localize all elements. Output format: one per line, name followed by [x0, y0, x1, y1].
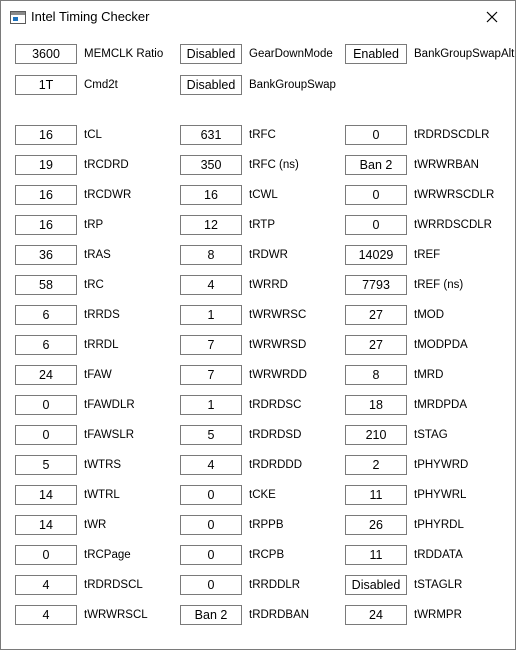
- twrrdscdlr-value-field[interactable]: 0: [345, 215, 407, 235]
- twrwrban-label: tWRWRBAN: [414, 159, 479, 171]
- twrmpr-label: tWRMPR: [414, 609, 462, 621]
- tmrdpda-label: tMRDPDA: [414, 399, 468, 411]
- trdrdsd-value-field[interactable]: 5: [180, 425, 242, 445]
- tfaw-value-field[interactable]: 24: [15, 365, 77, 385]
- twrrdscdlr-label: tWRRDSCDLR: [414, 219, 492, 231]
- trcpage-label: tRCPage: [84, 549, 131, 561]
- tfaw-label: tFAW: [84, 369, 112, 381]
- trdwr-label: tRDWR: [249, 249, 288, 261]
- twrrd-value-field[interactable]: 4: [180, 275, 242, 295]
- memclk-ratio-label: MEMCLK Ratio: [84, 48, 164, 60]
- trc-label: tRC: [84, 279, 104, 291]
- twrwrscl-value-field[interactable]: 4: [15, 605, 77, 625]
- tcl-label: tCL: [84, 129, 102, 141]
- trtp-value-field[interactable]: 12: [180, 215, 242, 235]
- tcwl-value-field[interactable]: 16: [180, 185, 242, 205]
- trdrdscl-value-field[interactable]: 4: [15, 575, 77, 595]
- trdrdban-value-field[interactable]: Ban 2: [180, 605, 242, 625]
- tstag-value-field[interactable]: 210: [345, 425, 407, 445]
- tmodpda-value-field[interactable]: 27: [345, 335, 407, 355]
- tmod-value-field[interactable]: 27: [345, 305, 407, 325]
- trcpage-value-field[interactable]: 0: [15, 545, 77, 565]
- trdrdscdlr-value-field[interactable]: 0: [345, 125, 407, 145]
- tfawslr-label: tFAWSLR: [84, 429, 135, 441]
- tras-value-field[interactable]: 36: [15, 245, 77, 265]
- twtrs-label: tWTRS: [84, 459, 122, 471]
- bankgroupswapalt-label: BankGroupSwapAlt: [414, 48, 515, 60]
- tfawdlr-label: tFAWDLR: [84, 399, 135, 411]
- trp-value-field[interactable]: 16: [15, 215, 77, 235]
- twrwrdd-label: tWRWRDD: [249, 369, 307, 381]
- twtrs-value-field[interactable]: 5: [15, 455, 77, 475]
- trdrddd-label: tRDRDDD: [249, 459, 303, 471]
- twrwrscdlr-label: tWRWRSCDLR: [414, 189, 495, 201]
- trcdwr-value-field[interactable]: 16: [15, 185, 77, 205]
- trcdrd-label: tRCDRD: [84, 159, 129, 171]
- tmod-label: tMOD: [414, 309, 445, 321]
- trrddlr-label: tRRDDLR: [249, 579, 301, 591]
- trdrddd-value-field[interactable]: 4: [180, 455, 242, 475]
- cmd2t-value-field[interactable]: 1T: [15, 75, 77, 95]
- twrwrscdlr-value-field[interactable]: 0: [345, 185, 407, 205]
- tcke-value-field[interactable]: 0: [180, 485, 242, 505]
- trdrdscl-label: tRDRDSCL: [84, 579, 143, 591]
- trrdl-label: tRRDL: [84, 339, 119, 351]
- close-button[interactable]: [469, 1, 515, 33]
- twrwrsc-label: tWRWRSC: [249, 309, 307, 321]
- trfc-ns-label: tRFC (ns): [249, 159, 299, 171]
- twrwrsc-value-field[interactable]: 1: [180, 305, 242, 325]
- tphywrd-label: tPHYWRD: [414, 459, 469, 471]
- trp-label: tRP: [84, 219, 104, 231]
- twr-value-field[interactable]: 14: [15, 515, 77, 535]
- trddata-value-field[interactable]: 11: [345, 545, 407, 565]
- trppb-value-field[interactable]: 0: [180, 515, 242, 535]
- bankgroupswap-label: BankGroupSwap: [249, 79, 336, 91]
- twrwrdd-value-field[interactable]: 7: [180, 365, 242, 385]
- trppb-label: tRPPB: [249, 519, 284, 531]
- trcpb-value-field[interactable]: 0: [180, 545, 242, 565]
- cmd2t-label: Cmd2t: [84, 79, 118, 91]
- tref-label: tREF: [414, 249, 441, 261]
- trrddlr-value-field[interactable]: 0: [180, 575, 242, 595]
- geardownmode-label: GearDownMode: [249, 48, 333, 60]
- twrwrscl-label: tWRWRSCL: [84, 609, 148, 621]
- tfawslr-value-field[interactable]: 0: [15, 425, 77, 445]
- twtrl-value-field[interactable]: 14: [15, 485, 77, 505]
- twrrd-label: tWRRD: [249, 279, 288, 291]
- trcdwr-label: tRCDWR: [84, 189, 132, 201]
- tphyrdl-label: tPHYRDL: [414, 519, 464, 531]
- bankgroupswapalt-value-field[interactable]: Enabled: [345, 44, 407, 64]
- trfc-ns-value-field[interactable]: 350: [180, 155, 242, 175]
- trdrdsd-label: tRDRDSD: [249, 429, 302, 441]
- tfawdlr-value-field[interactable]: 0: [15, 395, 77, 415]
- twrmpr-value-field[interactable]: 24: [345, 605, 407, 625]
- trrds-value-field[interactable]: 6: [15, 305, 77, 325]
- close-icon: [486, 11, 498, 23]
- memclk-ratio-value-field[interactable]: 3600: [15, 44, 77, 64]
- twrwrsd-value-field[interactable]: 7: [180, 335, 242, 355]
- tstag-label: tSTAG: [414, 429, 448, 441]
- tcl-value-field[interactable]: 16: [15, 125, 77, 145]
- trcdrd-value-field[interactable]: 19: [15, 155, 77, 175]
- tphywrd-value-field[interactable]: 2: [345, 455, 407, 475]
- trdrdsc-value-field[interactable]: 1: [180, 395, 242, 415]
- title-bar[interactable]: [1, 1, 515, 33]
- tcke-label: tCKE: [249, 489, 276, 501]
- tstaglr-value-field[interactable]: Disabled: [345, 575, 407, 595]
- trcpb-label: tRCPB: [249, 549, 285, 561]
- trrds-label: tRRDS: [84, 309, 120, 321]
- twr-label: tWR: [84, 519, 107, 531]
- tstaglr-label: tSTAGLR: [414, 579, 463, 591]
- app-window-icon: [10, 11, 26, 24]
- window-title: Intel Timing Checker: [31, 9, 150, 24]
- tras-label: tRAS: [84, 249, 111, 261]
- trfc-label: tRFC: [249, 129, 276, 141]
- trtp-label: tRTP: [249, 219, 275, 231]
- twrwrban-value-field[interactable]: Ban 2: [345, 155, 407, 175]
- trddata-label: tRDDATA: [414, 549, 463, 561]
- tref-value-field[interactable]: 14029: [345, 245, 407, 265]
- tphywrl-value-field[interactable]: 11: [345, 485, 407, 505]
- tcwl-label: tCWL: [249, 189, 278, 201]
- twtrl-label: tWTRL: [84, 489, 120, 501]
- tmrdpda-value-field[interactable]: 18: [345, 395, 407, 415]
- trfc-value-field[interactable]: 631: [180, 125, 242, 145]
- tref-ns-label: tREF (ns): [414, 279, 464, 291]
- tmrd-label: tMRD: [414, 369, 444, 381]
- tmodpda-label: tMODPDA: [414, 339, 468, 351]
- tmrd-value-field[interactable]: 8: [345, 365, 407, 385]
- trdwr-value-field[interactable]: 8: [180, 245, 242, 265]
- trdrdscdlr-label: tRDRDSCDLR: [414, 129, 490, 141]
- trrdl-value-field[interactable]: 6: [15, 335, 77, 355]
- geardownmode-value-field[interactable]: Disabled: [180, 44, 242, 64]
- tphywrl-label: tPHYWRL: [414, 489, 467, 501]
- trdrdban-label: tRDRDBAN: [249, 609, 310, 621]
- bankgroupswap-value-field[interactable]: Disabled: [180, 75, 242, 95]
- trc-value-field[interactable]: 58: [15, 275, 77, 295]
- tref-ns-value-field[interactable]: 7793: [345, 275, 407, 295]
- trdrdsc-label: tRDRDSC: [249, 399, 302, 411]
- twrwrsd-label: tWRWRSD: [249, 339, 307, 351]
- tphyrdl-value-field[interactable]: 26: [345, 515, 407, 535]
